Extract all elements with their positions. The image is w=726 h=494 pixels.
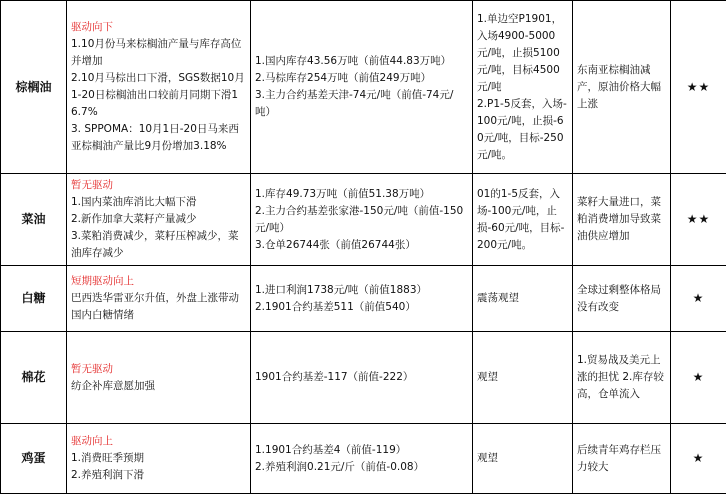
data-cell <box>251 1 473 174</box>
driver-label: 驱动向下 <box>71 21 113 33</box>
driver-cell <box>67 424 251 494</box>
strategy-cell <box>473 1 573 174</box>
data-line: 1.国内库存43.56万吨（前值44.83万吨） <box>255 55 452 67</box>
driver-label: 短期驱动向上 <box>71 275 134 287</box>
strategy-cell <box>473 332 573 424</box>
driver-line: 纺企补库意愿加强 <box>71 379 155 392</box>
data-line: 2.1901合约基差511（前值540） <box>255 300 416 313</box>
commodity-name: 白糖 <box>1 266 67 332</box>
data-cell <box>251 332 473 424</box>
data-cell <box>251 424 473 494</box>
strategy-line: 观望 <box>477 452 498 464</box>
driver-label: 驱动向上 <box>71 435 113 447</box>
strategy-line: 01的1-5反套，入场-100元/吨，止损-60元/吨，目标-200元/吨。 <box>477 187 565 251</box>
strategy-line: 震荡观望 <box>477 292 519 304</box>
risk-cell: 全球过剩整体格局没有改变 <box>573 266 671 332</box>
driver-line: 3. SPPOMA：10月1日-20日马来西亚棕榈油产量比9月份增加3.18% <box>71 123 239 152</box>
driver-line: 3.菜粕消费减少，菜籽压榨减少，菜油库存减少 <box>71 230 239 259</box>
rating-stars: ★ <box>671 332 726 424</box>
data-line: 1901合约基差-117（前值-222） <box>255 371 414 383</box>
driver-cell <box>67 266 251 332</box>
table-row <box>1 424 726 494</box>
strategy-line: 观望 <box>477 371 498 383</box>
table-row <box>1 332 726 424</box>
driver-line: 1.10月份马来棕榈油产量与库存高位并增加 <box>71 38 242 67</box>
data-line: 3.主力合约基差天津-74元/吨（前值-74元/吨） <box>255 89 454 118</box>
driver-label: 暂无驱动 <box>71 179 113 191</box>
data-line: 3.仓单26744张（前值26744张） <box>255 238 416 251</box>
driver-line: 2.养殖利润下滑 <box>71 469 145 481</box>
rating-stars: ★★ <box>671 174 726 266</box>
data-cell <box>251 174 473 266</box>
risk-cell: 后续青年鸡存栏压力较大 <box>573 424 671 494</box>
data-cell <box>251 266 473 332</box>
driver-line: 巴西迭华雷亚尔升值，外盘上涨带动国内白糖情绪 <box>71 292 239 321</box>
strategy-cell <box>473 424 573 494</box>
strategy-line: 2.P1-5反套，入场-100元/吨，止损-60元/吨，目标-250元/吨。 <box>477 97 567 161</box>
commodity-name: 棕榈油 <box>1 1 67 174</box>
data-line: 1.进口利润1738元/吨（前值1883） <box>255 283 427 296</box>
driver-line: 1.国内菜油库消比大幅下滑 <box>71 196 197 208</box>
table-row <box>1 266 726 332</box>
data-line: 1.库存49.73万吨（前值51.38万吨） <box>255 187 431 200</box>
risk-cell: 1.贸易战及美元上涨的担忧 2.库存较高，仓单流入 <box>573 332 671 424</box>
driver-cell <box>67 174 251 266</box>
table-body <box>1 1 726 494</box>
data-line: 2.马棕库存254万吨（前值249万吨） <box>255 72 432 84</box>
rating-stars: ★★ <box>671 1 726 174</box>
driver-line: 2.10月马棕出口下滑，SGS数据10月1-20日棕榈油出口较前月同期下滑16.7% <box>71 72 245 118</box>
table-row <box>1 174 726 266</box>
driver-label: 暂无驱动 <box>71 362 113 375</box>
risk-cell: 菜籽大量进口，菜粕消费增加导致菜油供应增加 <box>573 174 671 266</box>
driver-cell <box>67 1 251 174</box>
commodity-name: 菜油 <box>1 174 67 266</box>
risk-cell: 东南亚棕榈油减产，原油价格大幅上涨 <box>573 1 671 174</box>
driver-cell <box>67 332 251 424</box>
driver-line: 2.新作加拿大菜籽产量减少 <box>71 213 197 225</box>
strategy-cell <box>473 174 573 266</box>
driver-line: 1.消费旺季预期 <box>71 452 145 464</box>
data-line: 2.养殖利润0.21元/斤（前值-0.08） <box>255 460 425 473</box>
strategy-line: 1.单边空P1901，入场4900-5000元/吨，止损5100元/吨，目标4500元/吨 <box>477 12 563 93</box>
commodity-name: 棉花 <box>1 332 67 424</box>
data-line: 2.主力合约基差张家港-150元/吨（前值-150元/吨） <box>255 204 464 234</box>
table-row <box>1 1 726 174</box>
strategy-cell <box>473 266 573 332</box>
data-line: 1.1901合约基差4（前值-119） <box>255 443 407 456</box>
rating-stars: ★ <box>671 266 726 332</box>
rating-stars: ★ <box>671 424 726 494</box>
commodity-name: 鸡蛋 <box>1 424 67 494</box>
